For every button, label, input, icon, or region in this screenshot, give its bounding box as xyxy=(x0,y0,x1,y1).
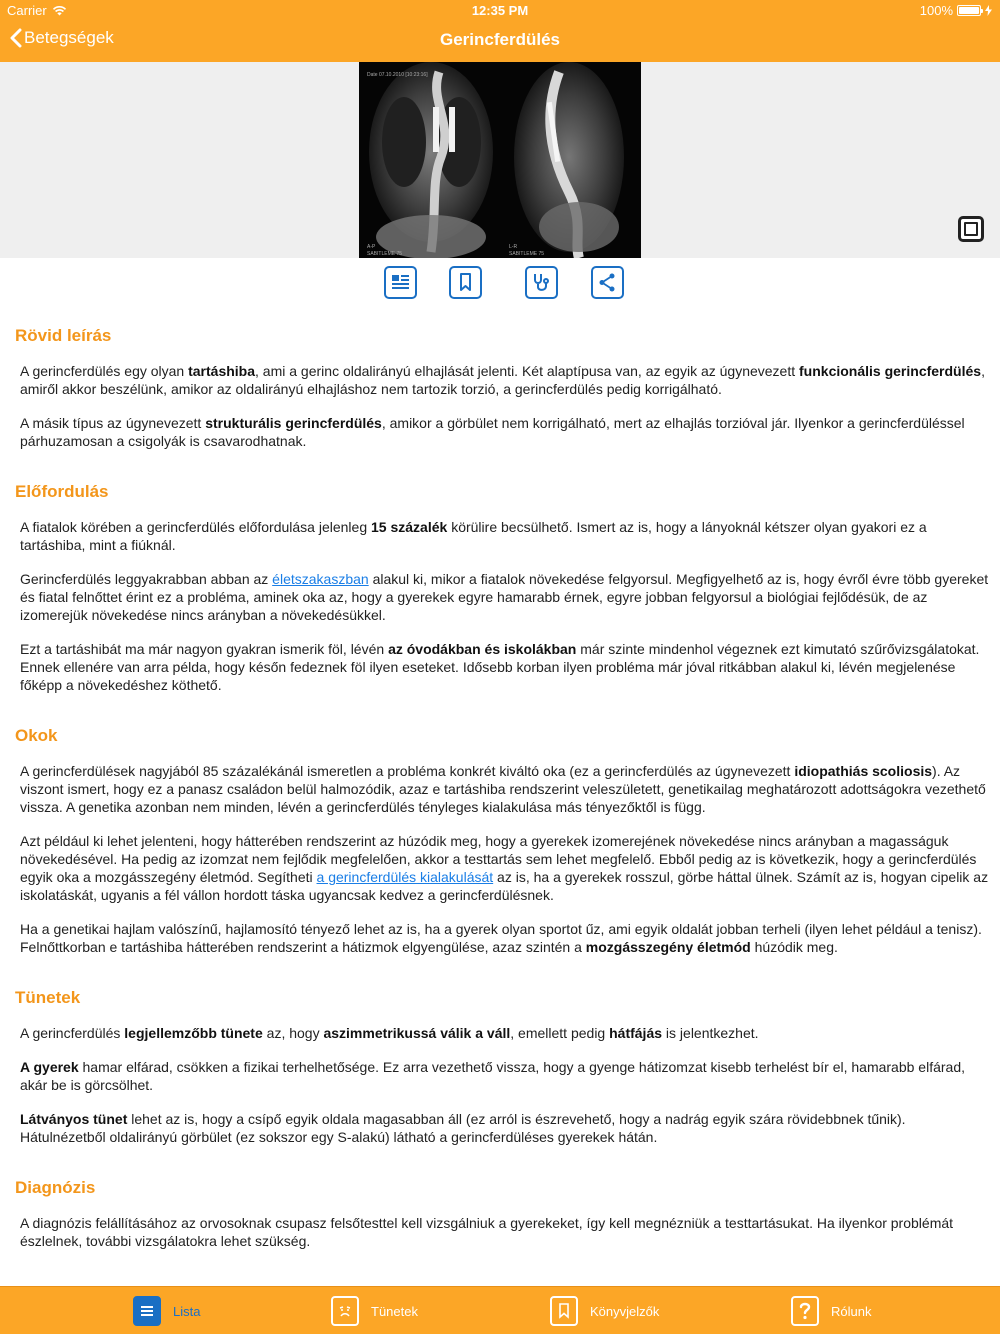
tab-bar xyxy=(0,1286,1000,1334)
text-run: hamar elfárad, csökken a fizikai terhelhetősége. Ez arra vezethető vissza, hogy a gyenge hátizomzat kisebb terhelést bír el, hamarabb elfárad, akár be is görcsölhet. xyxy=(20,1059,965,1093)
share-icon xyxy=(597,272,618,293)
paragraph xyxy=(20,362,990,398)
section xyxy=(0,482,1000,694)
back-label: Betegségek xyxy=(24,28,114,47)
text-run: Ha a genetikai hajlam valószínű, hajlamosító tényező lehet az is, ha a gyerek olyan sportot űz, ami egyik oldalát jobban terheli (ilyen lehet például a tenisz). Felnőttkorban e tartáshiba hátterében rendszerint a hátizmok elgyengülése, azaz szintén a xyxy=(20,921,982,955)
tab-lista[interactable] xyxy=(133,1287,200,1334)
xray-image[interactable] xyxy=(359,62,641,258)
bookmark-button[interactable] xyxy=(449,266,482,299)
bold-text: aszimmetrikussá válik a váll xyxy=(323,1025,511,1041)
section-title: Előfordulás xyxy=(15,482,109,501)
bold-text: 15 százalék xyxy=(371,519,448,535)
paragraph xyxy=(20,832,990,904)
text-run: A gerincferdülések nagyjából 85 százalékánál ismeretlen a probléma konkrét kiváltó oka (ez a gerincferdülés az úgynevezett xyxy=(20,763,795,779)
xray-right-name: SABITLEME 75 xyxy=(509,251,545,257)
paragraph xyxy=(20,1214,990,1250)
paragraph xyxy=(20,640,990,694)
tab-label: Rólunk xyxy=(831,1303,872,1319)
status-bar xyxy=(0,0,1000,20)
section xyxy=(0,326,1000,450)
battery-icon xyxy=(957,5,981,16)
bookmark-icon xyxy=(455,272,476,293)
text-run: Ezt a tartáshibát ma már nagyon gyakran ismerik föl, lévén xyxy=(20,641,389,657)
paragraph xyxy=(20,762,990,816)
tab-rolunk[interactable] xyxy=(791,1287,871,1334)
article-content[interactable] xyxy=(0,310,1000,1286)
xray-right-label: L-R xyxy=(509,244,518,250)
doctor-button[interactable] xyxy=(525,266,558,299)
text-run: A diagnózis felállításához az orvosoknak csupasz felsőtesttel kell vizsgálniuk a gyerekeket, így kell megnézniük a testtartásukat. Ha ilyenkor problémát észlelnek, további vizsgálatokra lehet szükség. xyxy=(20,1215,954,1249)
tab-label: Lista xyxy=(173,1303,201,1319)
paragraph xyxy=(20,920,990,956)
image-gallery xyxy=(0,62,1000,258)
carrier-label: Carrier xyxy=(7,3,47,18)
fullscreen-icon[interactable] xyxy=(958,216,984,242)
text-run: , amiről akkor beszélünk, amikor az oldalirányú elhajláshoz nem tartozik torzió, a gerincferdülés pedig korrigálható. xyxy=(20,363,985,397)
bold-text: A gyerek xyxy=(20,1059,79,1075)
section xyxy=(0,726,1000,956)
bold-text: strukturális gerincferdülés xyxy=(205,415,382,431)
battery-percent: 100% xyxy=(919,3,953,18)
section-title: Rövid leírás xyxy=(15,326,112,345)
bold-text: mozgásszegény életmód xyxy=(585,939,751,955)
bold-text: legjellemzőbb tünete xyxy=(124,1025,263,1041)
text-run: körülire becsülhető. Ismert az is, hogy a lányoknál kétszer olyan gyakori ez a tartáshiba, mint a fiúknál. xyxy=(20,519,927,553)
xray-date: Date 07.10.2010 [10:23:16] xyxy=(367,72,428,78)
text-run: az, hogy xyxy=(262,1025,324,1041)
text-run: alakul ki, mikor a fiatalok növekedése felgyorsul. Megfigyelhető az is, hogy évről évre több gyereket és fiatal felnőttet érint ez a probléma, aminek oka az, hogy a gyerekek egyre hamarabb érnek, egyre jobban felgyorsul a biológiai fejlődésük, de az izomerejük növekedése nincs arányban a növekedésükkel. xyxy=(20,571,989,623)
text-run: A fiatalok körében a gerincferdülés előfordulása jelenleg xyxy=(20,519,372,535)
navigation-bar xyxy=(0,20,1000,62)
paragraph xyxy=(20,570,990,624)
text-run: , amikor a görbület nem korrigálható, mert az elhajlás torzióval jár. Ilyenkor a gerincferdüléssel párhuzamosan a csigolyák is csavarodhatnak. xyxy=(20,415,965,449)
bold-text: funkcionális gerincferdülés xyxy=(799,363,982,379)
bold-text: az óvodákban és iskolákban xyxy=(388,641,577,657)
paragraph xyxy=(20,414,990,450)
xray-left-label: A-P xyxy=(367,244,376,250)
bold-text: hátfájás xyxy=(609,1025,663,1041)
bookmark-icon xyxy=(550,1296,578,1326)
paragraph xyxy=(20,1024,990,1042)
tab-tunetek[interactable] xyxy=(331,1287,418,1334)
text-run: az is, ha a gyerekek rosszul, görbe háttal ülnek. Számít az is, hogyan cipelik az iskolatáskát, ugyanis a fél vállon hordott táska ugyancsak kedvez a gerincferdülésnek. xyxy=(20,869,989,903)
symptoms-face-icon xyxy=(331,1296,359,1326)
section-title: Okok xyxy=(15,726,58,745)
text-run: is jelentkezhet. xyxy=(662,1025,759,1041)
bold-text: tartáshiba xyxy=(188,363,256,379)
text-run: , ami a gerinc oldalirányú elhajlását jelenti. Két alaptípusa van, az egyik az úgynevezett xyxy=(255,363,800,379)
section xyxy=(0,988,1000,1146)
paragraph xyxy=(20,1058,990,1094)
stethoscope-icon xyxy=(531,272,552,293)
xray-left-name: SABITLEME 75 xyxy=(367,251,403,257)
paragraph xyxy=(20,1110,990,1146)
text-run: már szinte mindenhol végeznek ezt kimutató szűrővizsgálatokat. Ennek ellenére van arra példa, hogy későn fedeznek föl ilyen eseteket. Idősebb korban ilyen probléma már jóval ritkábban alakul ki, lévén megjelenése főképp a növekedéshez köthető. xyxy=(20,641,980,693)
question-icon xyxy=(791,1296,819,1326)
text-run: , emellett pedig xyxy=(510,1025,610,1041)
tab-konyvjelzok[interactable] xyxy=(550,1287,659,1334)
bold-text: Látványos tünet xyxy=(20,1111,128,1127)
inline-link[interactable]: életszakaszban xyxy=(272,571,369,587)
battery-status xyxy=(920,3,992,18)
section-title: Diagnózis xyxy=(15,1178,96,1197)
share-button[interactable] xyxy=(591,266,624,299)
inline-link[interactable]: a gerincferdülés kialakulását xyxy=(316,869,494,885)
text-run: A gerincferdülés egy olyan xyxy=(20,363,189,379)
text-run: húzódik meg. xyxy=(750,939,838,955)
page-title: Gerincferdülés xyxy=(440,30,560,49)
text-run: A gerincferdülés xyxy=(20,1025,125,1041)
tab-label: Tünetek xyxy=(371,1303,418,1319)
text-run: ). Az viszont ismert, hogy ez a panasz családon belül halmozódik, azaz e tartáshiba rendszerint veleszületett, genetikailag meghatározott adottságokra vezethető vissza. A genetika azonban nem minden, lévén a gerincferdülés tényleges kialakulása más tényezőktől is függ. xyxy=(20,763,986,815)
section xyxy=(0,1178,1000,1250)
text-run: Azt például ki lehet jelenteni, hogy hátterében rendszerint az húzódik meg, hogy a gyerekek izomerejének növekedése nincs arányban a magasságuk növekedésével. Ha pedig az izomzat nem fejlődik megfelelően, akkor a testtartás sem lehet megfelelő. Ebből pedig az is következik, hogy a gerincferdülés egyik oka a mozgásszegény életmód. Segítheti xyxy=(20,833,977,885)
list-icon xyxy=(133,1296,161,1326)
text-run: A másik típus az úgynevezett xyxy=(20,415,206,431)
action-bar xyxy=(0,266,1000,300)
section-title: Tünetek xyxy=(15,988,81,1007)
article-icon xyxy=(390,272,411,293)
article-button[interactable] xyxy=(384,266,417,299)
text-run: Gerincferdülés leggyakrabban abban az xyxy=(20,571,273,587)
text-run: lehet az is, hogy a csípő egyik oldala magasabban áll (ez arról is észrevehető, hogy a nadrág egyik szára rövidebbnek tűnik). Hátulnézetből oldalirányú görbület (ez sokszor egy S-alakú) látható a gerincferdüléses gyerekek hátán. xyxy=(20,1111,906,1145)
charging-icon xyxy=(985,5,992,16)
bold-text: idiopathiás scoliosis xyxy=(794,763,933,779)
tab-label: Könyvjelzők xyxy=(590,1303,660,1319)
paragraph xyxy=(20,518,990,554)
top-bar xyxy=(0,0,1000,62)
clock: 12:35 PM xyxy=(471,3,529,18)
